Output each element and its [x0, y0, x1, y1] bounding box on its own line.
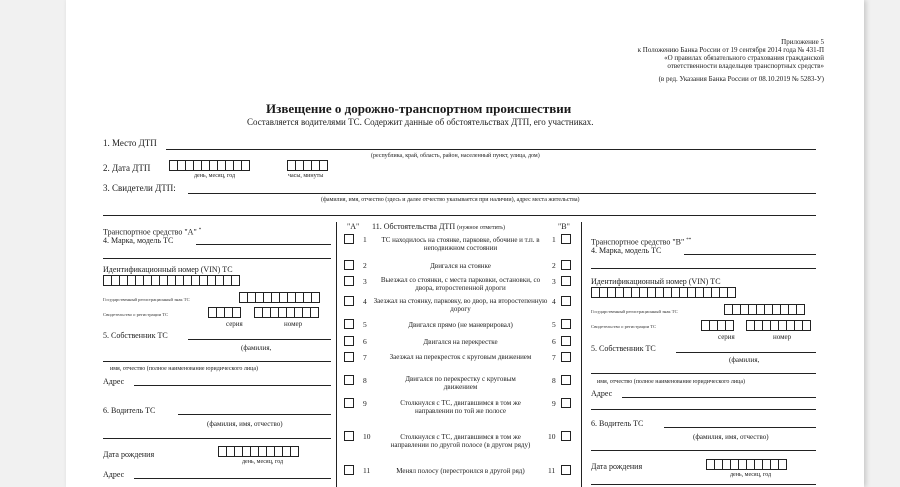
witnesses-input-line[interactable]: [188, 193, 816, 194]
circ-10-num-a: 10: [363, 432, 371, 441]
vehicle-b-owner-label: 5. Собственник ТС: [591, 344, 656, 353]
circ-6-num-b: 6: [552, 337, 556, 346]
circ-11-b-checkbox[interactable]: [561, 465, 571, 475]
vehicle-b-birth-hint: день, месяц, год: [730, 472, 772, 478]
time-cells[interactable]: [287, 160, 327, 171]
vehicle-b-make-input-2[interactable]: [591, 268, 816, 269]
date-hint: день, месяц, год: [194, 173, 236, 179]
vehicle-a-vin-cells[interactable]: [103, 275, 239, 286]
circ-col-b-header: "В": [558, 222, 570, 231]
vehicle-b-birth-cells[interactable]: [706, 459, 786, 470]
vehicle-a-owner-hint-1: (фамилия,: [241, 344, 272, 352]
appendix-block: [638, 38, 824, 83]
circ-6-a-checkbox[interactable]: [344, 336, 354, 346]
vehicle-b-owner-hint-1: (фамилия,: [729, 356, 760, 364]
vehicle-a-make-input[interactable]: [196, 244, 331, 245]
circ-4-num-b: 4: [552, 297, 556, 306]
circ-2-a-checkbox[interactable]: [344, 260, 354, 270]
circ-4-b-checkbox[interactable]: [561, 296, 571, 306]
time-hint: часы, минуты: [288, 173, 324, 179]
vehicle-b-owner-hint-2: имя, отчество (полное наименование юридического лица): [597, 379, 745, 385]
vehicle-a-title: Транспортное средство "А" *: [103, 227, 202, 237]
circ-9-num-a: 9: [363, 399, 367, 408]
witnesses-hint: (фамилия, имя, отчество (здесь и далее отчество указывается при наличии), адрес места жительства): [321, 197, 580, 203]
vehicle-a-birth-hint: день, месяц, год: [242, 459, 284, 465]
circ-3-a-checkbox[interactable]: [344, 276, 354, 286]
vehicle-b-reg-plate-label: Государственный регистрационный знак ТС: [591, 309, 678, 314]
circ-11-num-b: 11: [548, 466, 556, 475]
circ-5-b-checkbox[interactable]: [561, 319, 571, 329]
circ-1-num-a: 1: [363, 235, 367, 244]
circ-9-text: Столкнулся с ТС, двигавшимся в том же направлении по той же полосе: [400, 399, 521, 415]
circ-3-num-a: 3: [363, 277, 367, 286]
page-title: Извещение о дорожно-транспортном происшествии: [266, 101, 572, 116]
vehicle-a-cert-number-cells[interactable]: [254, 307, 318, 318]
vehicle-b-owner-input[interactable]: [676, 352, 816, 353]
appendix-line-1: Приложение 5: [781, 38, 824, 46]
circ-7-num-a: 7: [363, 353, 367, 362]
vehicle-b-vin-cells[interactable]: [591, 287, 735, 298]
circ-6-num-a: 6: [363, 337, 367, 346]
circ-8-num-a: 8: [363, 376, 367, 385]
notification-form-sheet: [66, 0, 864, 487]
witnesses-label: 3. Свидетели ДТП:: [103, 183, 176, 193]
circ-6-b-checkbox[interactable]: [561, 336, 571, 346]
circ-7-num-b: 7: [552, 353, 556, 362]
vehicle-a-driver-hint: (фамилия, имя, отчество): [207, 420, 283, 428]
vehicle-a-address-label: Адрес: [103, 377, 125, 386]
circ-9-num-b: 9: [552, 399, 556, 408]
circ-2-text: Двигался на стоянке: [430, 262, 491, 270]
circ-1-text: ТС находилось на стоянке, парковке, обочине и т.п. в неподвижном состоянии: [381, 236, 540, 252]
vehicle-b-cert-number-cells[interactable]: [746, 320, 810, 331]
vehicle-b-driver-label: 6. Водитель ТС: [591, 419, 644, 428]
circ-7-text: Заезжал на перекресток с круговым движением: [389, 353, 532, 361]
place-input-line[interactable]: [166, 149, 816, 150]
circ-5-num-b: 5: [552, 320, 556, 329]
vehicle-b-cert-series-cells[interactable]: [701, 320, 733, 331]
circ-9-b-checkbox[interactable]: [561, 398, 571, 408]
vehicle-b-address-label: Адрес: [591, 389, 613, 398]
vehicle-b-owner-input-2[interactable]: [591, 373, 816, 374]
circ-6-text: Двигался на перекрестке: [423, 338, 498, 346]
date-label: 2. Дата ДТП: [103, 163, 151, 173]
circ-4-text: Заезжал на стоянку, парковку, во двор, на второстепенную дорогу: [373, 297, 548, 313]
vehicle-b-driver-input[interactable]: [664, 427, 816, 428]
vehicle-a-reg-plate-label: Государственный регистрационный знак ТС: [103, 297, 190, 302]
vehicle-a-series-hint: серия: [226, 320, 243, 328]
vehicle-a-address-input[interactable]: [134, 385, 331, 386]
circ-4-a-checkbox[interactable]: [344, 296, 354, 306]
circ-11-num-a: 11: [363, 466, 371, 475]
circ-5-num-a: 5: [363, 320, 367, 329]
vehicle-a-owner-input[interactable]: [188, 339, 331, 340]
circ-8-text: Двигался по перекрестку с круговым движением: [405, 375, 516, 391]
vehicle-a-driver-label: 6. Водитель ТС: [103, 406, 156, 415]
appendix-line-5: (в ред. Указания Банка России от 08.10.2019 № 5283-У): [658, 75, 824, 83]
vehicle-a-number-hint: номер: [284, 320, 303, 328]
vehicle-b-vin-label: Идентификационный номер (VIN) ТС: [591, 277, 721, 286]
circ-1-a-checkbox[interactable]: [344, 234, 354, 244]
circ-11-text: Менял полосу (перестроился в другой ряд): [396, 467, 525, 475]
circ-5-text: Двигался прямо (не маневрировал): [408, 321, 513, 329]
circ-8-b-checkbox[interactable]: [561, 375, 571, 385]
circ-1-num-b: 1: [552, 235, 556, 244]
vehicle-a-owner-input-2[interactable]: [103, 361, 331, 362]
vehicle-a-birth-cells[interactable]: [218, 446, 298, 457]
circ-7-b-checkbox[interactable]: [561, 352, 571, 362]
vehicle-a-cert-series-cells[interactable]: [208, 307, 240, 318]
circ-2-b-checkbox[interactable]: [561, 260, 571, 270]
vehicle-b-make-input[interactable]: [684, 254, 816, 255]
appendix-line-3: «О правилах обязательного страхования гражданской: [664, 54, 824, 62]
date-cells[interactable]: [169, 160, 249, 171]
circ-7-a-checkbox[interactable]: [344, 352, 354, 362]
circ-8-a-checkbox[interactable]: [344, 375, 354, 385]
vehicle-a-owner-hint-2: имя, отчество (полное наименование юридического лица): [110, 366, 258, 372]
vehicle-b-address-input[interactable]: [622, 397, 816, 398]
circ-10-num-b: 10: [548, 432, 556, 441]
vehicle-a-reg-plate-cells[interactable]: [239, 292, 319, 303]
vehicle-b-birth-label: Дата рождения: [591, 462, 643, 471]
vehicle-a-driver-input-2[interactable]: [103, 438, 331, 439]
circ-8-num-b: 8: [552, 376, 556, 385]
circ-2-num-b: 2: [552, 261, 556, 270]
circ-3-num-b: 3: [552, 277, 556, 286]
vehicle-b-reg-plate-cells[interactable]: [724, 304, 804, 315]
vehicle-a-address2-label: Адрес: [103, 470, 125, 479]
vehicle-a-vin-label: Идентификационный номер (VIN) ТС: [103, 265, 233, 274]
column-divider-right: [581, 222, 582, 487]
vehicle-b-series-hint: серия: [718, 333, 735, 341]
vehicle-b-address2-line[interactable]: [591, 484, 816, 485]
circ-10-b-checkbox[interactable]: [561, 431, 571, 441]
page-subtitle: Составляется водителями ТС. Содержит данные об обстоятельствах ДТП, его участниках.: [247, 117, 594, 127]
circ-1-b-checkbox[interactable]: [561, 234, 571, 244]
vehicle-b-address-input-2[interactable]: [591, 409, 816, 410]
vehicle-b-make-label: 4. Марка, модель ТС: [591, 246, 662, 255]
circ-9-a-checkbox[interactable]: [344, 398, 354, 408]
vehicle-b-driver-hint: (фамилия, имя, отчество): [693, 433, 769, 441]
vehicle-a-make-label: 4. Марка, модель ТС: [103, 236, 174, 245]
circ-4-num-a: 4: [363, 297, 367, 306]
circ-3-b-checkbox[interactable]: [561, 276, 571, 286]
circ-col-a-header: "А": [347, 222, 360, 231]
vehicle-b-number-hint: номер: [773, 333, 792, 341]
vehicle-b-title: Транспортное средство "В" **: [591, 237, 692, 247]
place-label: 1. Место ДТП: [103, 138, 157, 148]
place-hint: (республика, край, область, район, населенный пункт, улица, дом): [371, 153, 540, 159]
circ-10-a-checkbox[interactable]: [344, 431, 354, 441]
appendix-line-2: к Положению Банка России от 19 сентября 2014 года № 431-П: [637, 46, 824, 54]
vehicle-a-reg-cert-label: Свидетельство о регистрации ТС: [103, 312, 169, 317]
circ-11-a-checkbox[interactable]: [344, 465, 354, 475]
vehicle-a-address2-input[interactable]: [134, 478, 331, 479]
circ-2-num-a: 2: [363, 261, 367, 270]
vehicle-b-reg-cert-label: Свидетельство о регистрации ТС: [591, 324, 657, 329]
circ-5-a-checkbox[interactable]: [344, 319, 354, 329]
column-divider-left: [336, 222, 337, 487]
vehicle-b-driver-input-2[interactable]: [591, 450, 816, 451]
vehicle-a-owner-label: 5. Собственник ТС: [103, 331, 168, 340]
circ-10-text: Столкнулся с ТС, двигавшимся в том же направлении по другой полосе (в другом ряду): [390, 433, 531, 449]
vehicle-a-birth-label: Дата рождения: [103, 450, 155, 459]
vehicle-a-make-input-2[interactable]: [103, 258, 331, 259]
witnesses-input-line-2[interactable]: [103, 215, 816, 216]
circ-header: 11. Обстоятельства ДТП (нужное отметить): [372, 222, 506, 231]
vehicle-a-driver-input[interactable]: [178, 414, 331, 415]
appendix-line-4: ответственности владельцев транспортных средств»: [667, 62, 824, 70]
circ-3-text: Выезжал со стоянки, с места парковки, остановки, со двора, второстепенной дороги: [380, 276, 541, 292]
